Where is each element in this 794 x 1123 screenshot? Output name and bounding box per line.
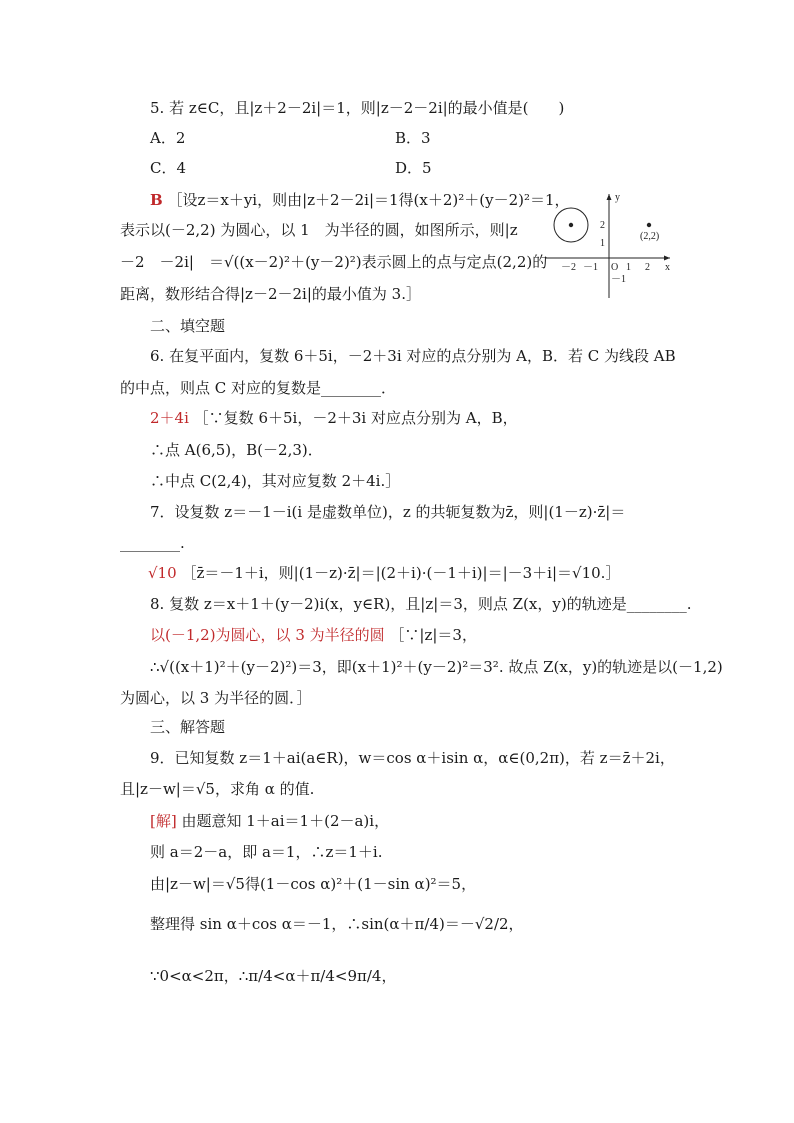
q6-solution-line-1 bbox=[150, 408, 518, 428]
q9-solution-line-3: 由|z－w|＝√5得(1－cos α)²＋(1－sin α)²＝5， bbox=[150, 875, 477, 893]
q5-answer-letter: B bbox=[150, 191, 163, 209]
q7-stem-line-1: 7．设复数 z＝－1－i(i 是虚数单位)，z 的共轭复数为z̄，则|(1－z)·z̄|＝ bbox=[150, 503, 626, 521]
y-axis-arrow bbox=[607, 194, 612, 200]
q5-solution-line-3: －2 －2i| ＝√((x－2)²＋(y－2)²)表示圆上的点与定点(2,2)的 bbox=[120, 253, 548, 271]
q9-solution-line-1 bbox=[150, 811, 389, 831]
q6-solution-line-2: ∴点 A(6,5)，B(－2,3)． bbox=[150, 441, 323, 459]
q7-answer: √10 bbox=[148, 564, 177, 582]
circle-diagram bbox=[545, 190, 675, 300]
q8-solution-line-3: 为圆心，以 3 为半径的圆．］ bbox=[120, 689, 312, 707]
x-tick-2: 2 bbox=[645, 262, 650, 273]
x-tick-neg2: －2 bbox=[561, 262, 576, 273]
q5-solution-line-2: 表示以(－2,2) 为圆心，以 1 为半径的圆，如图所示，则|z bbox=[120, 221, 518, 239]
q9-stem-line-1: 9．已知复数 z＝1＋ai(a∈R)，w＝cos α＋isin α，α∈(0,2π)，若 z＝z̄＋2i， bbox=[150, 749, 675, 767]
q5-option-d: D．5 bbox=[395, 159, 432, 177]
q5-stem: 5. 若 z∈C，且|z＋2－2i|＝1，则|z－2－2i|的最小值是( ) bbox=[150, 99, 565, 117]
x-tick-neg1: －1 bbox=[583, 262, 598, 273]
q5-solution-text-1: ［设z＝x＋yi，则由|z＋2－2i|＝1得(x＋2)²＋(y－2)²＝1， bbox=[167, 191, 570, 209]
x-axis-arrow bbox=[664, 256, 670, 261]
q7-stem-line-2: ________. bbox=[120, 534, 185, 552]
fixed-point bbox=[647, 223, 651, 227]
q8-stem: 8. 复数 z＝x＋1＋(y－2)i(x，y∈R)，且|z|＝3，则点 Z(x，y)的轨迹是________. bbox=[150, 595, 692, 613]
circle-center-point bbox=[569, 223, 573, 227]
q9-jie-label: [解] bbox=[150, 812, 177, 830]
q5-option-a: A．2 bbox=[150, 129, 186, 147]
q5-option-c: C．4 bbox=[150, 159, 187, 177]
point-label: (2,2) bbox=[640, 231, 660, 242]
q6-solution-text-1: ［∵复数 6＋5i，－2＋3i 对应点分别为 A，B， bbox=[193, 409, 518, 427]
q5-solution-line-4: 距离，数形结合得|z－2－2i|的最小值为 3.］ bbox=[120, 285, 421, 303]
q9-solution-line-4: 整理得 sin α＋cos α＝－1，∴sin(α＋π/4)＝－√2/2， bbox=[150, 915, 524, 933]
y-tick-1: 1 bbox=[600, 238, 605, 249]
section-title-fill-in: 二、填空题 bbox=[150, 317, 226, 335]
x-axis-label: x bbox=[665, 262, 670, 273]
q8-solution-head: ［∵|z|＝3， bbox=[389, 626, 477, 644]
q9-solution-line-2: 则 a＝2－a，即 a＝1，∴z＝1＋i. bbox=[150, 843, 383, 861]
q9-stem-line-2: 且|z－w|＝√5，求角 α 的值. bbox=[120, 780, 315, 798]
q6-stem-line-2: 的中点，则点 C 对应的复数是________． bbox=[120, 379, 397, 397]
y-axis-label: y bbox=[615, 192, 620, 203]
q6-stem-line-1: 6. 在复平面内，复数 6＋5i，－2＋3i 对应的点分别为 A，B．若 C 为线段 AB bbox=[150, 347, 676, 365]
q9-solution-text-1: 由题意知 1＋ai＝1＋(2－a)i， bbox=[181, 812, 390, 830]
q6-solution-line-3: ∴中点 C(2,4)，其对应复数 2＋4i.］ bbox=[150, 472, 401, 490]
q7-solution-text: ［z̄＝－1＋i，则|(1－z)·z̄|＝|(2＋i)·(－1＋i)|＝|－3＋i|＝√10.］ bbox=[181, 564, 621, 582]
origin-label: O bbox=[611, 262, 619, 273]
q5-option-b: B．3 bbox=[395, 129, 431, 147]
q8-answer: 以(－1,2)为圆心，以 3 为半径的圆 bbox=[150, 626, 385, 644]
y-tick-2: 2 bbox=[600, 220, 605, 231]
section-title-answer: 三、解答题 bbox=[150, 718, 226, 736]
q7-solution-line bbox=[148, 563, 620, 583]
q9-solution-line-5: ∵0<α<2π，∴π/4<α＋π/4<9π/4， bbox=[150, 967, 397, 985]
x-tick-1: 1 bbox=[626, 262, 631, 273]
q8-solution-line-1 bbox=[150, 625, 477, 645]
y-tick-neg1: －1 bbox=[611, 274, 626, 285]
q6-answer: 2＋4i bbox=[150, 409, 189, 427]
q8-solution-line-2: ∴√((x＋1)²＋(y－2)²)＝3，即(x＋1)²＋(y－2)²＝3². 故点 Z(x，y)的轨迹是以(－1,2) bbox=[150, 658, 723, 676]
q5-solution-line-1 bbox=[150, 190, 570, 210]
